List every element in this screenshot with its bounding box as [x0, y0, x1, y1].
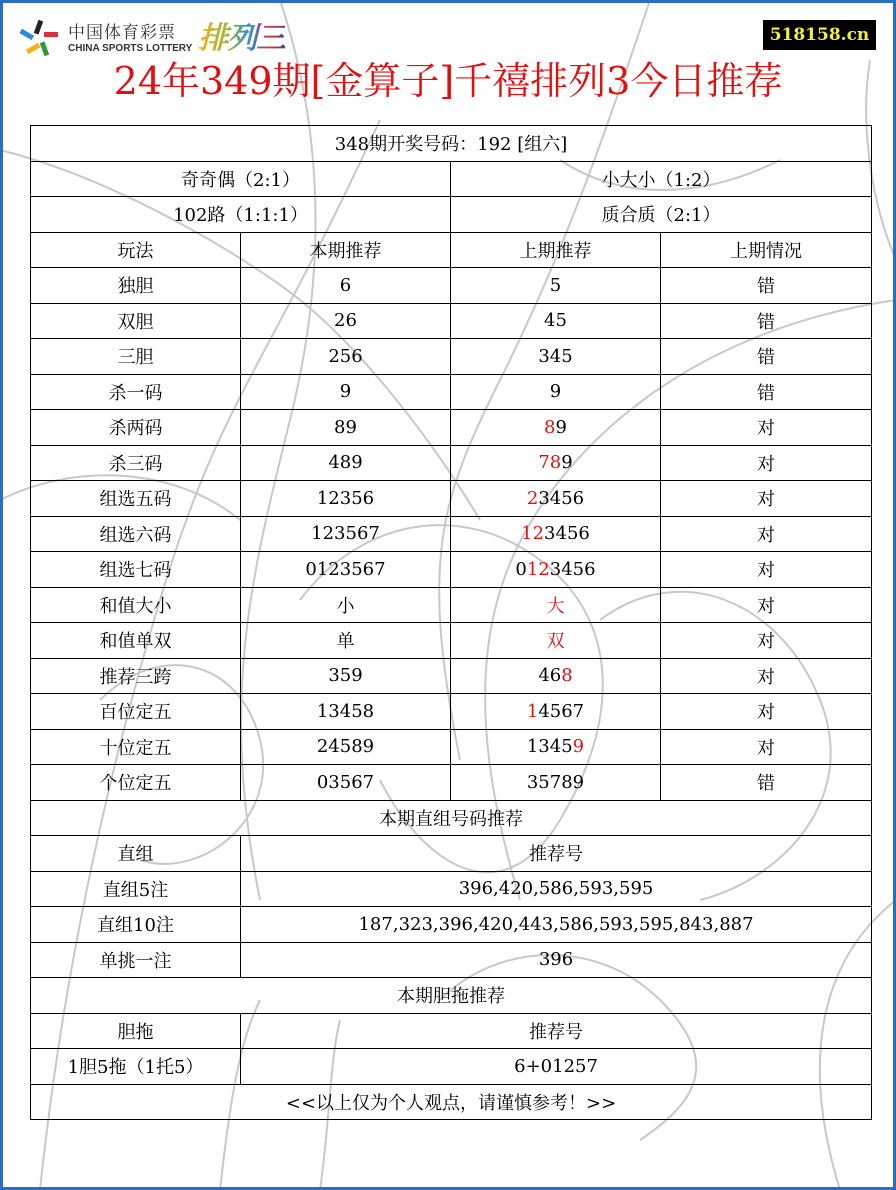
- direct-header-type: 直组: [31, 836, 241, 872]
- previous-recommendation: [451, 623, 661, 659]
- direct-value: 396: [241, 942, 872, 978]
- current-recommendation: 9: [241, 374, 451, 410]
- big-small-pattern: 小大小（1:2）: [451, 161, 872, 197]
- result-hit: 对: [661, 658, 872, 694]
- current-recommendation: 24589: [241, 729, 451, 765]
- direct-header-numbers: 推荐号: [241, 836, 872, 872]
- current-recommendation: 6: [241, 268, 451, 304]
- recommendation-row: [31, 729, 872, 765]
- road-012-pattern: 102路（1:1:1）: [31, 197, 451, 233]
- digits: 4567: [538, 700, 585, 722]
- digits: 9: [555, 416, 567, 438]
- previous-recommendation: [451, 374, 661, 410]
- current-recommendation: 359: [241, 658, 451, 694]
- previous-recommendation: [451, 658, 661, 694]
- direct-section-title: 本期直组号码推荐: [31, 800, 872, 836]
- hit-digits: 双: [546, 631, 565, 653]
- play-type: 推荐三跨: [31, 658, 241, 694]
- current-recommendation: 12356: [241, 481, 451, 517]
- site-badge[interactable]: 518158.cn: [763, 20, 876, 50]
- recommendation-row: [31, 516, 872, 552]
- odd-even-pattern: 奇奇偶（2:1）: [31, 161, 451, 197]
- play-type: 杀两码: [31, 410, 241, 446]
- logo-chinese-text: 中国体育彩票: [68, 23, 176, 43]
- recommendation-table: [30, 125, 872, 1120]
- play-type: 十位定五: [31, 729, 241, 765]
- digits: 9: [561, 452, 573, 474]
- dantuo-label: 1胆5拖（1托5）: [31, 1049, 241, 1085]
- direct-header-row: [31, 836, 872, 872]
- current-recommendation: 89: [241, 410, 451, 446]
- current-recommendation: 03567: [241, 765, 451, 801]
- page-title: 24年349期[金算子]千禧排列3今日推荐: [113, 59, 783, 103]
- digits: 3456: [549, 558, 596, 580]
- recommendation-row: [31, 303, 872, 339]
- play-type: 独胆: [31, 268, 241, 304]
- previous-recommendation: [451, 552, 661, 588]
- previous-recommendation: [451, 303, 661, 339]
- play-type: 杀三码: [31, 445, 241, 481]
- logo-english-text: CHINA SPORTS LOTTERY: [68, 43, 193, 54]
- direct-value: 396,420,586,593,595: [241, 871, 872, 907]
- dantuo-header-row: [31, 1013, 872, 1049]
- direct-value: 187,323,396,420,443,586,593,595,843,887: [241, 907, 872, 943]
- current-recommendation: 13458: [241, 694, 451, 730]
- column-header-previous: 上期推荐: [451, 232, 661, 268]
- play-type: 组选五码: [31, 481, 241, 517]
- dantuo-value: 6+01257: [241, 1049, 872, 1085]
- direct-row: [31, 871, 872, 907]
- previous-recommendation: [451, 694, 661, 730]
- result-miss: 错: [661, 339, 872, 375]
- play-type: 双胆: [31, 303, 241, 339]
- recommendation-row: [31, 268, 872, 304]
- digits: 0: [515, 558, 527, 580]
- recommendation-row: [31, 587, 872, 623]
- result-hit: 对: [661, 445, 872, 481]
- play-type: 三胆: [31, 339, 241, 375]
- result-hit: 对: [661, 481, 872, 517]
- previous-recommendation: [451, 516, 661, 552]
- digits: 46: [538, 665, 562, 687]
- current-recommendation: 单: [241, 623, 451, 659]
- dantuo-section-title-row: [31, 978, 872, 1014]
- current-recommendation: 0123567: [241, 552, 451, 588]
- result-hit: 对: [661, 623, 872, 659]
- direct-label: 单挑一注: [31, 942, 241, 978]
- previous-recommendation: [451, 765, 661, 801]
- recommendation-row: [31, 481, 872, 517]
- footer-note-row: [31, 1084, 872, 1120]
- column-header-result: 上期情况: [661, 232, 872, 268]
- play-type: 组选六码: [31, 516, 241, 552]
- draw-result-row: [31, 126, 872, 162]
- play-type: 百位定五: [31, 694, 241, 730]
- hit-digits: 78: [538, 452, 562, 474]
- previous-recommendation: [451, 410, 661, 446]
- digits: 3456: [538, 487, 585, 509]
- result-hit: 对: [661, 694, 872, 730]
- result-miss: 错: [661, 303, 872, 339]
- result-miss: 错: [661, 268, 872, 304]
- previous-recommendation: [451, 587, 661, 623]
- draw-result: 348期开奖号码：192 [组六]: [31, 126, 872, 162]
- play-type: 组选七码: [31, 552, 241, 588]
- digits: 345: [538, 345, 573, 367]
- recommendation-row: [31, 658, 872, 694]
- recommendation-row: [31, 445, 872, 481]
- current-recommendation: 26: [241, 303, 451, 339]
- hit-digits: 1: [526, 700, 539, 722]
- previous-recommendation: [451, 445, 661, 481]
- pattern-row-2: [31, 197, 872, 233]
- result-hit: 对: [661, 410, 872, 446]
- play-type: 和值单双: [31, 623, 241, 659]
- hit-digits: 2: [526, 487, 539, 509]
- pattern-row-1: [31, 161, 872, 197]
- lottery-star-icon: [18, 18, 62, 60]
- hit-digits: 8: [561, 665, 573, 687]
- result-miss: 错: [661, 765, 872, 801]
- play-type: 和值大小: [31, 587, 241, 623]
- recommendation-row: [31, 623, 872, 659]
- result-hit: 对: [661, 552, 872, 588]
- digits: 5: [549, 274, 562, 296]
- footer-note: <<以上仅为个人观点，请谨慎参考！>>: [31, 1084, 872, 1120]
- dantuo-header-type: 胆拖: [31, 1013, 241, 1049]
- current-recommendation: 小: [241, 587, 451, 623]
- result-miss: 错: [661, 374, 872, 410]
- prime-composite-pattern: 质合质（2:1）: [451, 197, 872, 233]
- digits: 1345: [526, 736, 573, 758]
- hit-digits: 12: [526, 558, 550, 580]
- recommendation-row: [31, 339, 872, 375]
- direct-row: [31, 942, 872, 978]
- current-recommendation: 256: [241, 339, 451, 375]
- previous-recommendation: [451, 268, 661, 304]
- column-header-play: 玩法: [31, 232, 241, 268]
- game-name-logo: 排列三: [198, 21, 286, 56]
- hit-digits: 9: [572, 736, 585, 758]
- previous-recommendation: [451, 339, 661, 375]
- column-header-current: 本期推荐: [241, 232, 451, 268]
- digits: 35789: [526, 771, 585, 793]
- digits: 9: [549, 381, 562, 403]
- hit-digits: 12: [521, 523, 545, 545]
- result-hit: 对: [661, 516, 872, 552]
- dantuo-header-numbers: 推荐号: [241, 1013, 872, 1049]
- recommendation-row: [31, 374, 872, 410]
- digits: 3456: [544, 523, 590, 545]
- direct-section-title-row: [31, 800, 872, 836]
- recommendation-row: [31, 410, 872, 446]
- current-recommendation: 489: [241, 445, 451, 481]
- column-header-row: [31, 232, 872, 268]
- digits: 45: [544, 310, 567, 332]
- direct-label: 直组10注: [31, 907, 241, 943]
- dantuo-section-title: 本期胆拖推荐: [31, 978, 872, 1014]
- hit-digits: 8: [544, 416, 556, 438]
- direct-label: 直组5注: [31, 871, 241, 907]
- previous-recommendation: [451, 729, 661, 765]
- dantuo-row: [31, 1049, 872, 1085]
- hit-digits: 大: [546, 595, 565, 617]
- previous-recommendation: [451, 481, 661, 517]
- direct-row: [31, 907, 872, 943]
- recommendation-row: [31, 552, 872, 588]
- result-hit: 对: [661, 729, 872, 765]
- lottery-logo: [18, 18, 285, 60]
- current-recommendation: 123567: [241, 516, 451, 552]
- recommendation-row: [31, 765, 872, 801]
- recommendation-row: [31, 694, 872, 730]
- play-type: 杀一码: [31, 374, 241, 410]
- result-hit: 对: [661, 587, 872, 623]
- play-type: 个位定五: [31, 765, 241, 801]
